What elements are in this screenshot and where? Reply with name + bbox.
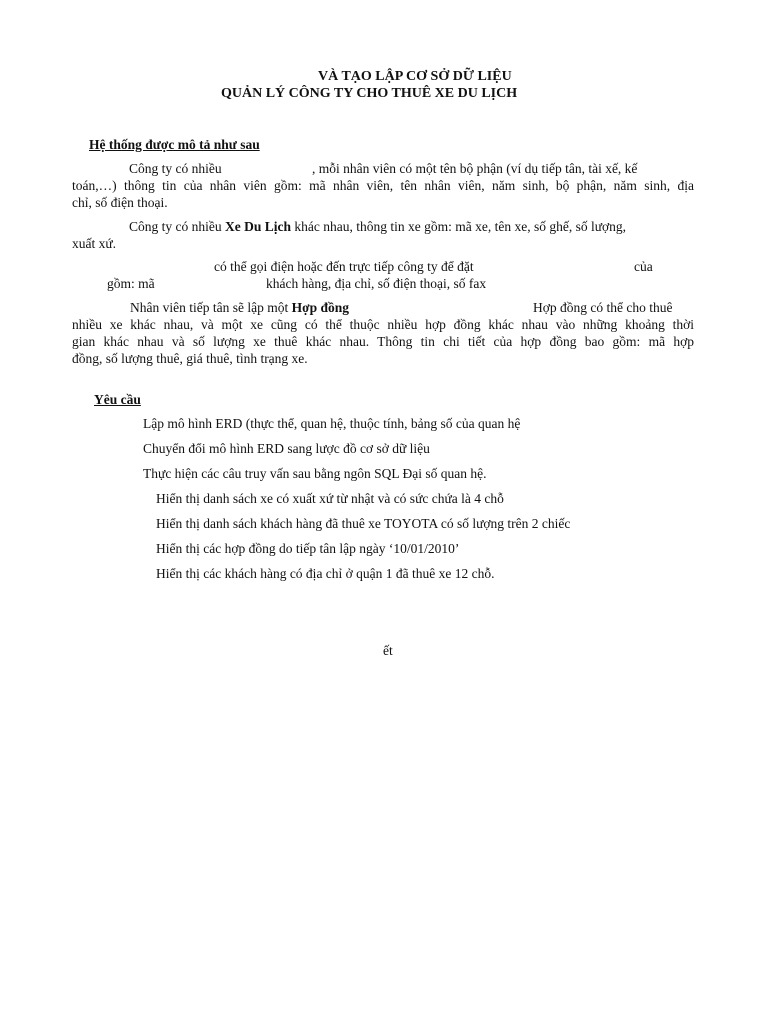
paragraph-1-cont: , mỗi nhân viên có một tên bộ phận (ví dụ tiếp tân, tài xế, kế <box>312 161 638 176</box>
paragraph-4-bold: Hợp đồng <box>291 300 349 315</box>
paragraph-1-start: Công ty có nhiều <box>129 161 222 176</box>
paragraph-2-b: khác nhau, thông tin xe gồm: mã xe, tên xe, số ghế, số lượng, <box>294 219 627 234</box>
paragraph-4-line3: gian khác nhau và số lượng xe thuê khác nhau. Thông tin chi tiết của hợp đồng bao gồm: mã hợp <box>72 334 694 349</box>
paragraph-4-line2: nhiều xe khác nhau, và một xe cũng có thể thuộc nhiều hợp đồng khác nhau vào những khoảng thời <box>72 317 694 332</box>
paragraph-4-line4: đồng, số lượng thuê, giá thuê, tình trạng xe. <box>72 351 308 366</box>
paragraph-2-start <box>129 219 626 235</box>
paragraph-3-line2b: khách hàng, địa chỉ, số điện thoại, số fax <box>266 276 487 291</box>
query-item: Hiển thị danh sách khách hàng đã thuê xe TOYOTA có số lượng trên 2 chiếc <box>156 516 571 531</box>
requirements-heading: Yêu cầu <box>94 392 141 407</box>
paragraph-2-line2: xuất xứ. <box>72 236 117 251</box>
doc-title-line1: VÀ TẠO LẬP CƠ SỞ DỮ LIỆU <box>318 69 512 84</box>
requirement-item: Thực hiện các câu truy vấn sau bằng ngôn SQL Đại số quan hệ. <box>143 466 487 481</box>
requirement-item: Chuyển đổi mô hình ERD sang lược đồ cơ sở dữ liệu <box>143 441 430 456</box>
paragraph-2-bold: Xe Du Lịch <box>225 219 292 234</box>
query-item: Hiển thị danh sách xe có xuất xứ từ nhật và có sức chứa là 4 chỗ <box>156 491 504 506</box>
paragraph-3-cont: của <box>634 259 653 274</box>
requirement-item: Lập mô hình ERD (thực thể, quan hệ, thuộc tính, bảng số của quan hệ <box>143 416 521 431</box>
paragraph-3-line2a: gồm: mã <box>107 276 155 291</box>
paragraph-3-start: có thể gọi điện hoặc đến trực tiếp công ty để đặt <box>214 259 474 274</box>
footer-text: ết <box>383 643 393 658</box>
doc-title-line2: QUẢN LÝ CÔNG TY CHO THUÊ XE DU LỊCH <box>221 86 518 101</box>
paragraph-4-cont: Hợp đồng có thể cho thuê <box>533 300 673 315</box>
query-item: Hiển thị các hợp đồng do tiếp tân lập ngày ‘10/01/2010’ <box>156 541 460 556</box>
paragraph-1-line3: chỉ, số điện thoại. <box>72 195 168 210</box>
paragraph-4-start <box>130 300 349 316</box>
paragraph-4-a: Nhân viên tiếp tân sẽ lập một <box>130 300 289 315</box>
query-item: Hiển thị các khách hàng có địa chỉ ở quận 1 đã thuê xe 12 chỗ. <box>156 566 495 581</box>
description-heading: Hệ thống được mô tả như sau <box>89 137 260 152</box>
paragraph-2-a: Công ty có nhiều <box>129 219 222 234</box>
paragraph-1-line2: toán,…) thông tin của nhân viên gồm: mã nhân viên, tên nhân viên, năm sinh, bộ phận, năm sinh, địa <box>72 178 694 193</box>
